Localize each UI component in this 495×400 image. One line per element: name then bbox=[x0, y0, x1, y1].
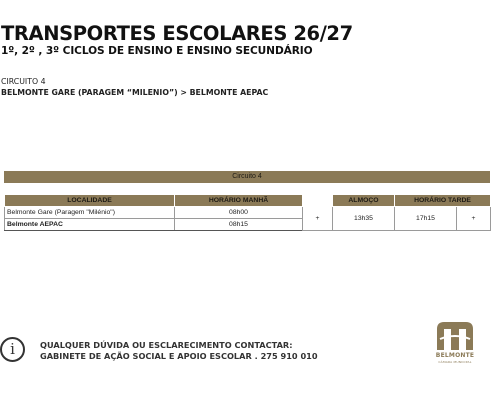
locality-cell: Belmonte Gare (Paragem "Milénio") bbox=[5, 207, 175, 219]
column-header-spacer bbox=[303, 195, 333, 207]
page-subtitle: 1º, 2º , 3º CICLOS DE ENSINO E ENSINO SECUNDÁRIO bbox=[1, 45, 313, 57]
contact-line-1: QUALQUER DÚVIDA OU ESCLARECIMENTO CONTACTAR: bbox=[40, 340, 293, 350]
info-icon bbox=[0, 337, 25, 362]
afternoon-marker-cell: + bbox=[457, 207, 491, 231]
table-header-row bbox=[5, 195, 491, 207]
locality-cell: Belmonte AEPAC bbox=[5, 219, 175, 231]
logo-wordmark: BELMONTE bbox=[435, 352, 475, 359]
column-header-afternoon: HORÁRIO TARDE bbox=[395, 195, 491, 207]
column-header-locality: LOCALIDADE bbox=[5, 195, 175, 207]
info-icon-glyph: i bbox=[10, 340, 15, 358]
afternoon-time-cell: 17h15 bbox=[395, 207, 457, 231]
column-header-morning: HORÁRIO MANHÃ bbox=[175, 195, 303, 207]
route-description: BELMONTE GARE (PARAGEM “MILENIO”) > BELMONTE AEPAC bbox=[1, 88, 269, 97]
page-title: TRANSPORTES ESCOLARES 26/27 bbox=[1, 22, 353, 45]
logo-subtitle: CÂMARA MUNICIPAL bbox=[438, 360, 472, 364]
lunch-time-cell: 13h35 bbox=[333, 207, 395, 231]
circuit-bar: Circuito 4 bbox=[4, 171, 490, 183]
contact-line-2: GABINETE DE AÇÃO SOCIAL E APOIO ESCOLAR . 275 910 010 bbox=[40, 351, 318, 361]
morning-time-cell: 08h15 bbox=[175, 219, 303, 231]
table-row bbox=[5, 207, 491, 219]
schedule-table bbox=[4, 194, 491, 231]
morning-marker-cell: + bbox=[303, 207, 333, 231]
circuit-name: CIRCUITO 4 bbox=[1, 77, 46, 86]
morning-time-cell: 08h00 bbox=[175, 207, 303, 219]
column-header-lunch: ALMOÇO bbox=[333, 195, 395, 207]
